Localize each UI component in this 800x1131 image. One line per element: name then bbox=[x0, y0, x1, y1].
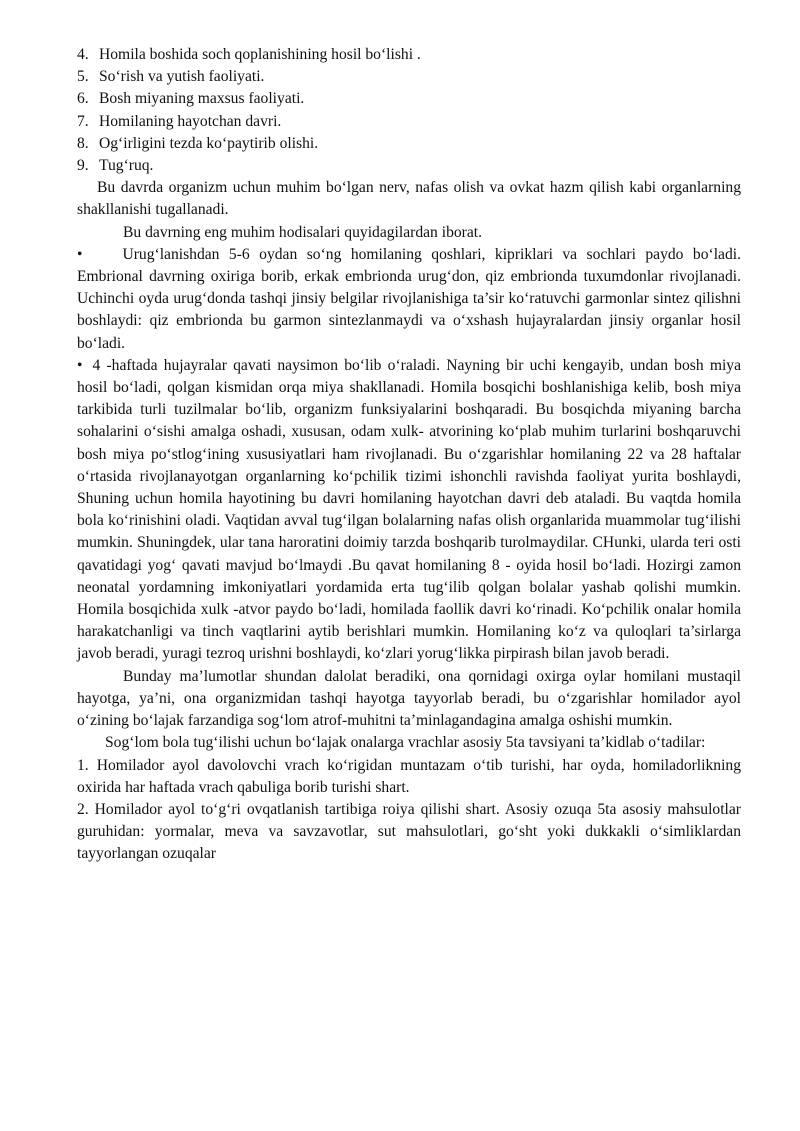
bullet-marker: • bbox=[77, 245, 83, 263]
document-page bbox=[77, 44, 741, 866]
list-item bbox=[77, 799, 741, 866]
list-item-text: Tug‘ruq. bbox=[99, 157, 154, 175]
list-item-number: 7. bbox=[77, 112, 89, 130]
list-item-text: Homila boshida soch qoplanishining hosil bo‘lishi . bbox=[99, 46, 421, 63]
list-item bbox=[77, 133, 741, 155]
list-item bbox=[77, 155, 741, 177]
paragraph-organs: Bu davrda organizm uchun muhim bo‘lgan nerv, nafas olish va ovkat hazm qilish kabi organlarning shakllanishi tugallanadi. bbox=[77, 179, 741, 219]
list-item-number: 4. bbox=[77, 46, 89, 63]
list-item bbox=[77, 111, 741, 133]
paragraph-conclusion: Bunday ma’lumotlar shundan dalolat beradiki, ona qornidagi oxirga oylar homilani mustaqil hayotga, ya’ni, ona organizmidan tashqi hayotga tayyorlab beradi, bu o‘zgarishlar homilador ayol o‘zining bo‘lajak farzandiga sog‘lom atrof-muhitni ta’minlagandagina amalga oshishi mumkin. bbox=[77, 667, 741, 730]
list-item-number: 6. bbox=[77, 90, 89, 108]
list-item bbox=[77, 88, 741, 110]
bullet-paragraph-1 bbox=[77, 244, 741, 355]
paragraph-events-intro: Bu davrning eng muhim hodisalari quyidagilardan iborat. bbox=[123, 223, 483, 241]
numbered-list-top bbox=[77, 44, 741, 177]
bullet-marker: • bbox=[77, 356, 83, 374]
list-item-text: So‘rish va yutish faoliyati. bbox=[99, 68, 265, 86]
list-item-number: 8. bbox=[77, 134, 89, 152]
list-item-number: 2. bbox=[77, 800, 89, 818]
list-item-number: 1. bbox=[77, 756, 89, 774]
list-item bbox=[77, 755, 741, 799]
bullet-paragraph-2 bbox=[77, 355, 741, 666]
list-item-number: 5. bbox=[77, 68, 89, 86]
paragraph-advice-intro: Sog‘lom bola tug‘ilishi uchun bo‘lajak onalarga vrachlar asosiy 5ta tavsiyani ta’kidlab o‘tadilar: bbox=[105, 734, 706, 752]
list-item-text: Og‘irligini tezda ko‘paytirib olishi. bbox=[99, 134, 319, 152]
list-item bbox=[77, 44, 741, 66]
list-item-text: Homilador ayol davolovchi vrach ko‘rigidan muntazam o‘tib turishi, har oyda, homiladorlikning oxirida har haftada vrach qabuliga borib turishi shart. bbox=[77, 756, 741, 796]
bullet-text: Urug‘lanishdan 5-6 oydan so‘ng homilaning qoshlari, kipriklari va sochlari paydo bo‘ladi. Embrional davrning oxiriga borib, erkak embrionda urug‘don, qiz embrionda tuxumdonlar rivojlanadi. Uchinchi oyda urug‘donda tashqi jinsiy belgilar rivojlanishiga ta’sir ko‘ratuvchi garmonlar sintez qilishni boshlaydi: qiz embrionda bu garmon sintezlanmaydi va o‘xshash hujayralardan jinsiy organlar hosil bo‘ladi. bbox=[77, 245, 741, 352]
list-item-text: Homilador ayol to‘g‘ri ovqatlanish tartibiga roiya qilishi shart. Asosiy ozuqa 5ta asosiy mahsulotlar guruhidan: yormalar, meva va savzavotlar, sut mahsulotlari, go‘sht yoki dukkakli o‘simliklardan tayyorlangan ozuqalar bbox=[77, 800, 741, 863]
list-item-number: 9. bbox=[77, 157, 89, 175]
list-item-text: Bosh miyaning maxsus faoliyati. bbox=[99, 90, 305, 108]
list-item-text: Homilaning hayotchan davri. bbox=[99, 112, 282, 130]
list-item bbox=[77, 66, 741, 88]
bullet-text: 4 -haftada hujayralar qavati naysimon bo‘lib o‘raladi. Nayning bir uchi kengayib, undan bosh miya hosil bo‘ladi, qolgan kismidan orqa miya shakllanadi. Homila bosqichi boshlanishiga kelib, bosh miya tarkibida turli tuzilmalar bo‘lib, organizm funksiyalarini boshqaradi. Bu bosqichda miyaning barcha sohalarini o‘sishi amalga oshadi, xususan, odam xulk- atvorining ko‘plab muhim turlarini boshqaruvchi bosh miya po‘stlog‘ining xususiyatlari ham rivojlanadi. Bu o‘zgarishlar homilaning 22 va 28 haftalar o‘rtasida rivojlanayotgan organlarning ko‘pchilik tizimi ishonchli ravishda faoliyat yurita boshlaydi, Shuning uchun homila hayotining bu davri homilaning hayotchan davri deb ataladi. Bu vaqtda homila bola ko‘rinishini oladi. Vaqtidan avval tug‘ilgan bolalarning nafas olish organlarida muammolar tug‘ilishi mumkin. Shuningdek, ular tana haroratini doimiy tarzda boshqarib turolmaydilar. CHunki, ularda teri osti qavatidagi yog‘ qavati mavjud bo‘lmaydi .Bu qavat homilaning 8 - oyida hosil bo‘ladi. Hozirgi zamon neonatal yordamning imkoniyatlari yordamida erta tug‘ilib qolgan bolalar yashab qolishi mumkin. Homila bosqichida xulk -atvor paydo bo‘ladi, homilada faollik davri ko‘rinadi. Ko‘pchilik onalar homila harakatchanligi va tinch vaqtlarini aytib berishlari mumkin. Homilaning ko‘z va quloqlari ta’sirlarga javob beradi, yuragi tezroq urishni boshlaydi, ko‘zlari yorug‘likka pirpirash bilan javob beradi. bbox=[77, 356, 741, 663]
numbered-list-bottom bbox=[77, 755, 741, 866]
